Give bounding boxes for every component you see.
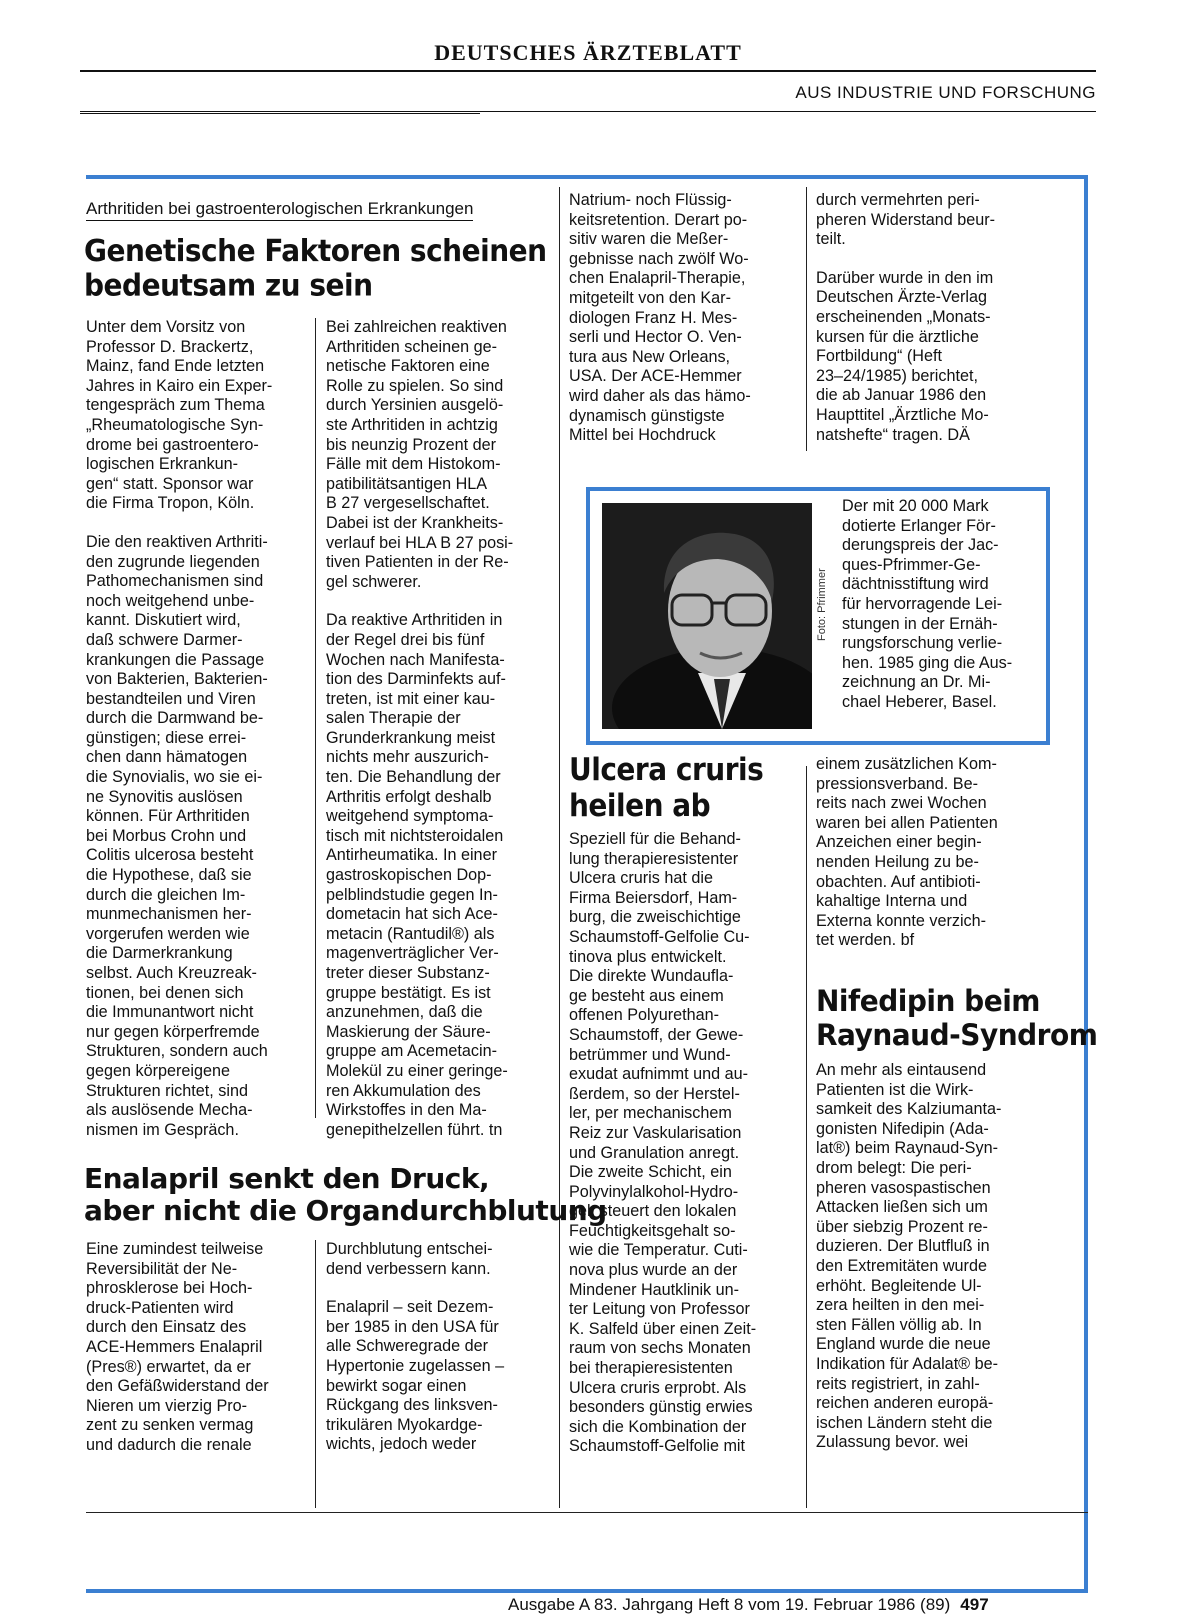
- section-title: AUS INDUSTRIE UND FORSCHUNG: [795, 83, 1096, 102]
- photo-box: [586, 487, 1050, 745]
- article2-column-2: [326, 1240, 552, 1455]
- article1-headline: Genetische Faktoren scheinen bedeutsam zu sein: [84, 232, 547, 304]
- article3-headline: Ulcera cruris heilen ab: [569, 750, 764, 824]
- column-divider: [806, 766, 807, 1508]
- article1-column-2: [326, 318, 552, 1140]
- paragraph: Bei zahlreichen reaktiven Arthritiden scheinen ge- netische Faktoren eine Rolle zu spielen. So sind durch Yersinien ausgelö- ste Arthritiden in achtzig bis neunzig Prozent der Fälle mit dem Histokom- patibilitätsantigen HLA B 27 vergesellschaftet. Dabei ist der Krankheits- verlauf bei HLA B 27 posi- tiven Patienten in der Re- gel schwerer.: [326, 318, 514, 591]
- paragraph: Speziell für die Behand- lung therapieresistenter Ulcera cruris hat die Firma Beiersdorf, Ham- burg, die zweischichtige Schaumstoff-Gelfolie Cu- tinova plus entwickelt. Die direkte Wundaufla- ge besteht aus einem offenen Polyurethan- Schaumstoff, der Gewe- betrümmer und Wund- exudat aufnimmt und au- ßerdem, so der Herstel- ler, per mechanischem Reiz zur Vaskularisation und Granulation anregt. Die zweite Schicht, ein Polyvinylalkohol-Hydro- gel, steuert den lokalen Feuchtigkeitsgehalt so- wie die Temperatur. Cuti- nova plus wurde an der Mindener Hautklinik un- ter Leitung von Professor K. Salfeld über einen Zeit- raum von sechs Monaten bei therapieresistenten Ulcera cruris erprobt. Als besonders günstig erwies sich die Kombination der Schaumstoff-Gelfolie mit: [569, 830, 757, 1456]
- article1-kicker: Arthritiden bei gastroenterologischen Erkrankungen: [86, 199, 473, 221]
- paragraph: Unter dem Vorsitz von Professor D. Brackertz, Mainz, fand Ende letzten Jahres in Kairo ein Exper- tengespräch zum Thema „Rheumatologische Syn- drome bei gastroentero- logischen Erkrankun- gen“ statt. Sponsor war die Firma Tropon, Köln.: [86, 318, 273, 513]
- column-divider: [559, 187, 560, 1508]
- masthead-rule: [80, 70, 1096, 72]
- article2-column-4: [816, 191, 1046, 445]
- section-rule: [80, 111, 1096, 112]
- column-divider: [806, 187, 807, 451]
- paragraph: Da reaktive Arthritiden in der Regel drei bis fünf Wochen nach Manifesta- tion des Darminfekts auf- treten, ist mit einer kau- salen Therapie der Grunderkrankung meist nichts mehr auszurich- ten. Die Behandlung der Arthritis erfolgt deshalb weitgehend symptoma- tisch mit nichtsteroidalen Antirheumatika. In einer gastroskopischen Dop- pelblindstudie gegen In- dometacin hat sich Ace- metacin (Rantudil®) als magenverträglicher Ver- treter dieser Substanz- gruppe bestätigt. Es ist anzunehmen, daß die Maskierung der Säure- gruppe am Acemetacin- Molekül zu einer geringe- ren Akkumulation des Wirkstoffes in den Ma- genepithelzellen führt. tn: [326, 611, 508, 1139]
- portrait-image: [602, 503, 812, 729]
- paragraph: Die den reaktiven Arthriti- den zugrunde liegenden Pathomechanismen sind noch weitgehend unbe- kannt. Diskutiert wird, daß schwere Darmer- krankungen die Passage von Bakterien, Bakterien- bestandteilen und Viren durch die Darmwand be- günstigen; diese errei- chen dann hämatogen die Synovialis, wo sie ei- ne Synovitis auslösen können. Für Arthritiden bei Morbus Crohn und Colitis ulcerosa besteht die Hypothese, daß sie durch die gleichen Im- munmechanismen her- vorgerufen werden wie die Darmerkrankung selbst. Auch Kreuzreak- tionen, bei denen sich die Immunantwort nicht nur gegen körperfremde Strukturen, sondern auch gegen körpereigene Strukturen richtet, sind als auslösende Mecha- nismen im Gespräch.: [86, 532, 268, 1139]
- article1-column-1: [86, 318, 308, 1140]
- photo-credit: Foto: Pfrimmer: [816, 568, 828, 641]
- article2-column-1: [86, 1240, 308, 1456]
- section-rule-short: [80, 113, 480, 114]
- masthead: DEUTSCHES ÄRZTEBLATT: [434, 40, 742, 65]
- column-divider: [315, 1240, 316, 1508]
- article3-column-1: [569, 830, 799, 1457]
- paragraph: einem zusätzlichen Kom- pressionsverband. Be- reits nach zwei Wochen waren bei allen Patienten Anzeichen einer begin- nenden Heilung zu be- obachten. Auf antibioti- kahaltige Interna und Externa konnte verzich- tet werden. bf: [816, 755, 998, 950]
- photo-caption: Der mit 20 000 Mark dotierte Erlanger För- derungspreis der Jac- ques-Pfrimmer-Ge- dächtnisstiftung wird für hervorragende Lei- stungen in der Ernäh- rungsforschung verlie- hen. 1985 ging die Aus- zeichnung an Dr. Mi- chael Heberer, Basel.: [842, 497, 1013, 711]
- paragraph: Darüber wurde in den im Deutschen Ärzte-Verlag erscheinenden „Monats- kursen für die ärztliche Fortbildung“ (Heft 23–24/1985) berichtet, die ab Januar 1986 den Haupttitel „Ärztliche Mo- natshefte“ tragen. DÄ: [816, 268, 994, 444]
- column-divider: [315, 318, 316, 1118]
- portrait-photo: [602, 503, 812, 729]
- footer: [508, 1595, 989, 1615]
- article2-headline: Enalapril senkt den Druck, aber nicht die Organdurchblutung: [84, 1162, 607, 1227]
- paragraph: Enalapril – seit Dezem- ber 1985 in den USA für alle Schweregrade der Hypertonie zugelassen – bewirkt sogar einen Rückgang des linksven- trikulären Myokardge- wichts, jedoch weder: [326, 1298, 505, 1454]
- issue-info: Ausgabe A 83. Jahrgang Heft 8 vom 19. Februar 1986 (89): [508, 1595, 951, 1614]
- paragraph: Durchblutung entschei- dend verbessern kann.: [326, 1240, 493, 1278]
- bottom-rule: [86, 1512, 1088, 1513]
- paragraph: An mehr als eintausend Patienten ist die Wirk- samkeit des Kalziumanta- gonisten Nifedipin (Ada- lat®) beim Raynaud-Syn- drom belegt: Die peri- pheren vasospastischen Attacken ließen sich um über siebzig Prozent re- duzieren. Der Blutfluß in den Extremitäten wurde erhöht. Begleitende Ul- zera heilten in den mei- sten Fällen völlig ab. In England wurde die neue Indikation für Adalat® be- reits registriert, in zahl- reichen anderen europä- ischen Ländern steht die Zulassung bevor. wei: [816, 1061, 1002, 1452]
- paragraph: Eine zumindest teilweise Reversibilität der Ne- phrosklerose bei Hoch- druck-Patienten wird durch den Einsatz des ACE-Hemmers Enalapril (Pres®) erwartet, da er den Gefäßwiderstand der Nieren um vierzig Pro- zent zu senken vermag und dadurch die renale: [86, 1240, 269, 1454]
- article2-column-3: [569, 191, 799, 446]
- photo-caption-block: [842, 497, 1040, 713]
- paragraph: durch vermehrten peri- pheren Widerstand beur- teilt.: [816, 191, 996, 249]
- article3-column-2: [816, 755, 1046, 951]
- page-number: 497: [960, 1595, 989, 1614]
- article4-headline: Nifedipin beim Raynaud-Syndrom: [816, 983, 1098, 1053]
- paragraph: Natrium- noch Flüssig- keitsretention. Derart po- sitiv waren die Meßer- gebnisse nach zwölf Wo- chen Enalapril-Therapie, mitgeteilt von den Kar- diologen Franz H. Mes- serli und Hector O. Ven- tura aus New Orleans, USA. Der ACE-Hemmer wird daher als das hämo- dynamisch günstigste Mittel bei Hochdruck: [569, 191, 751, 445]
- article4-column-1: [816, 1061, 1046, 1453]
